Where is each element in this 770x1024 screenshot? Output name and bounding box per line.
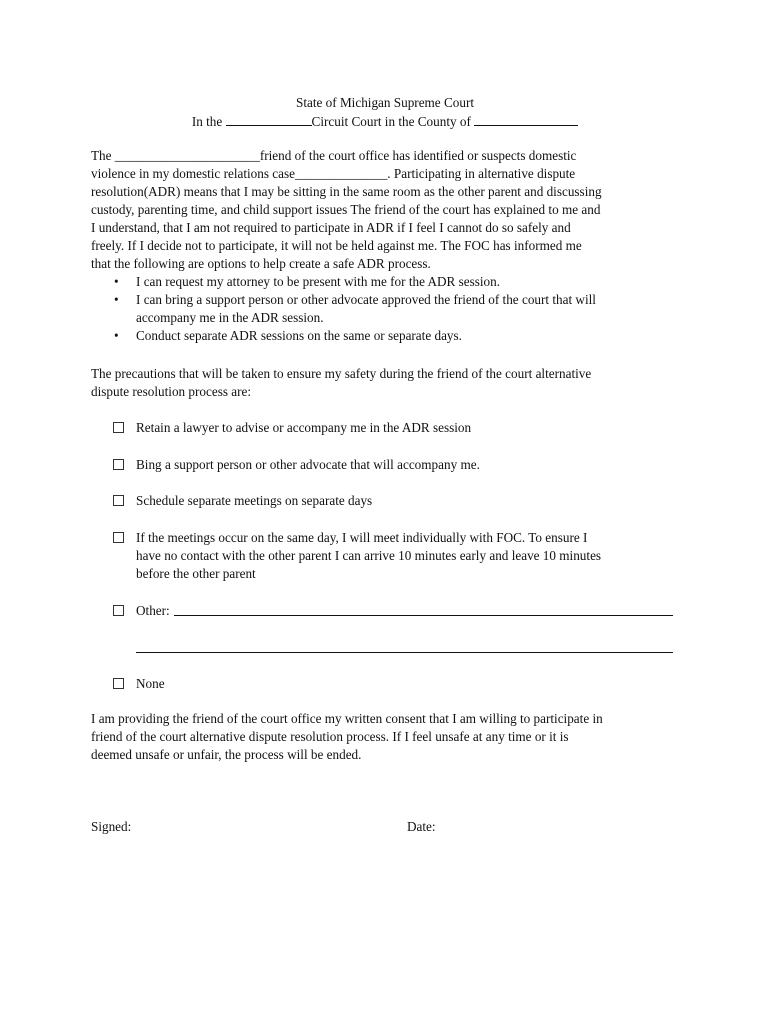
bullet-line: I can request my attorney to be present with me for the ADR session. — [136, 274, 501, 289]
checkbox-none[interactable] — [113, 678, 124, 689]
consent-paragraph — [91, 710, 691, 764]
consent-line: I am providing the friend of the court office my written consent that I am willing to participate in — [91, 711, 603, 726]
bullet-line: I can bring a support person or other advocate approved the friend of the court that will — [136, 292, 596, 307]
checkbox-retain-lawyer[interactable] — [113, 422, 124, 433]
bullet-item — [114, 273, 694, 291]
option-label: have no contact with the other parent I can arrive 10 minutes early and leave 10 minutes — [136, 548, 602, 563]
precautions-line: The precautions that will be taken to ensure my safety during the friend of the court alternative — [91, 366, 592, 381]
checkbox-other[interactable] — [113, 605, 124, 616]
court-title: State of Michigan Supreme Court — [296, 95, 474, 110]
bullet-icon: • — [114, 328, 119, 343]
bullet-item — [114, 291, 694, 327]
consent-line: deemed unsafe or unfair, the process will be ended. — [91, 747, 362, 762]
consent-line: friend of the court alternative dispute resolution process. If I feel unsafe at any time or it is — [91, 729, 569, 744]
intro-line: custody, parenting time, and child support issues The friend of the court has explained to me and — [91, 202, 601, 217]
option-label: Schedule separate meetings on separate days — [136, 493, 373, 508]
option-label: before the other parent — [136, 566, 256, 581]
court-circuit-line — [0, 112, 770, 131]
intro-line: I understand, that I am not required to participate in ADR if I feel I cannot do so safely and — [91, 220, 571, 235]
option-label: Other: — [136, 603, 170, 618]
other-input-line-1[interactable] — [174, 615, 673, 616]
option-label: Bing a support person or other advocate that will accompany me. — [136, 457, 480, 472]
bullet-icon: • — [114, 274, 119, 289]
intro-line: resolution(ADR) means that I may be sitting in the same room as the other parent and discussing — [91, 184, 602, 199]
checkbox-same-day[interactable] — [113, 532, 124, 543]
county-blank — [474, 112, 578, 126]
intro-line: violence in my domestic relations case______________. Participating in alternative dispute — [91, 166, 576, 181]
in-the-label: In the — [191, 114, 223, 129]
options-bullet-list — [114, 273, 694, 345]
intro-line: The ______________________friend of the court office has identified or suspects domestic — [91, 148, 577, 163]
circuit-blank — [226, 112, 312, 126]
intro-paragraph — [91, 147, 691, 273]
bullet-line: accompany me in the ADR session. — [136, 310, 324, 325]
intro-line: that the following are options to help create a safe ADR process. — [91, 256, 431, 271]
precautions-line: dispute resolution process are: — [91, 384, 252, 399]
intro-line: freely. If I decide not to participate, it will not be held against me. The FOC has informed me — [91, 238, 582, 253]
bullet-item — [114, 327, 694, 345]
signed-label: Signed: — [91, 819, 132, 834]
circuit-county-label: Circuit Court in the County of — [311, 114, 471, 129]
option-label: None — [136, 676, 165, 691]
precautions-paragraph — [91, 365, 691, 401]
option-label: If the meetings occur on the same day, I will meet individually with FOC. To ensure I — [136, 530, 588, 545]
other-input-line-2[interactable] — [136, 652, 673, 653]
date-label: Date: — [407, 819, 436, 834]
bullet-icon: • — [114, 292, 119, 307]
checkbox-separate-days[interactable] — [113, 495, 124, 506]
checkbox-support-person[interactable] — [113, 459, 124, 470]
option-label: Retain a lawyer to advise or accompany me in the ADR session — [136, 420, 472, 435]
bullet-line: Conduct separate ADR sessions on the same or separate days. — [136, 328, 462, 343]
